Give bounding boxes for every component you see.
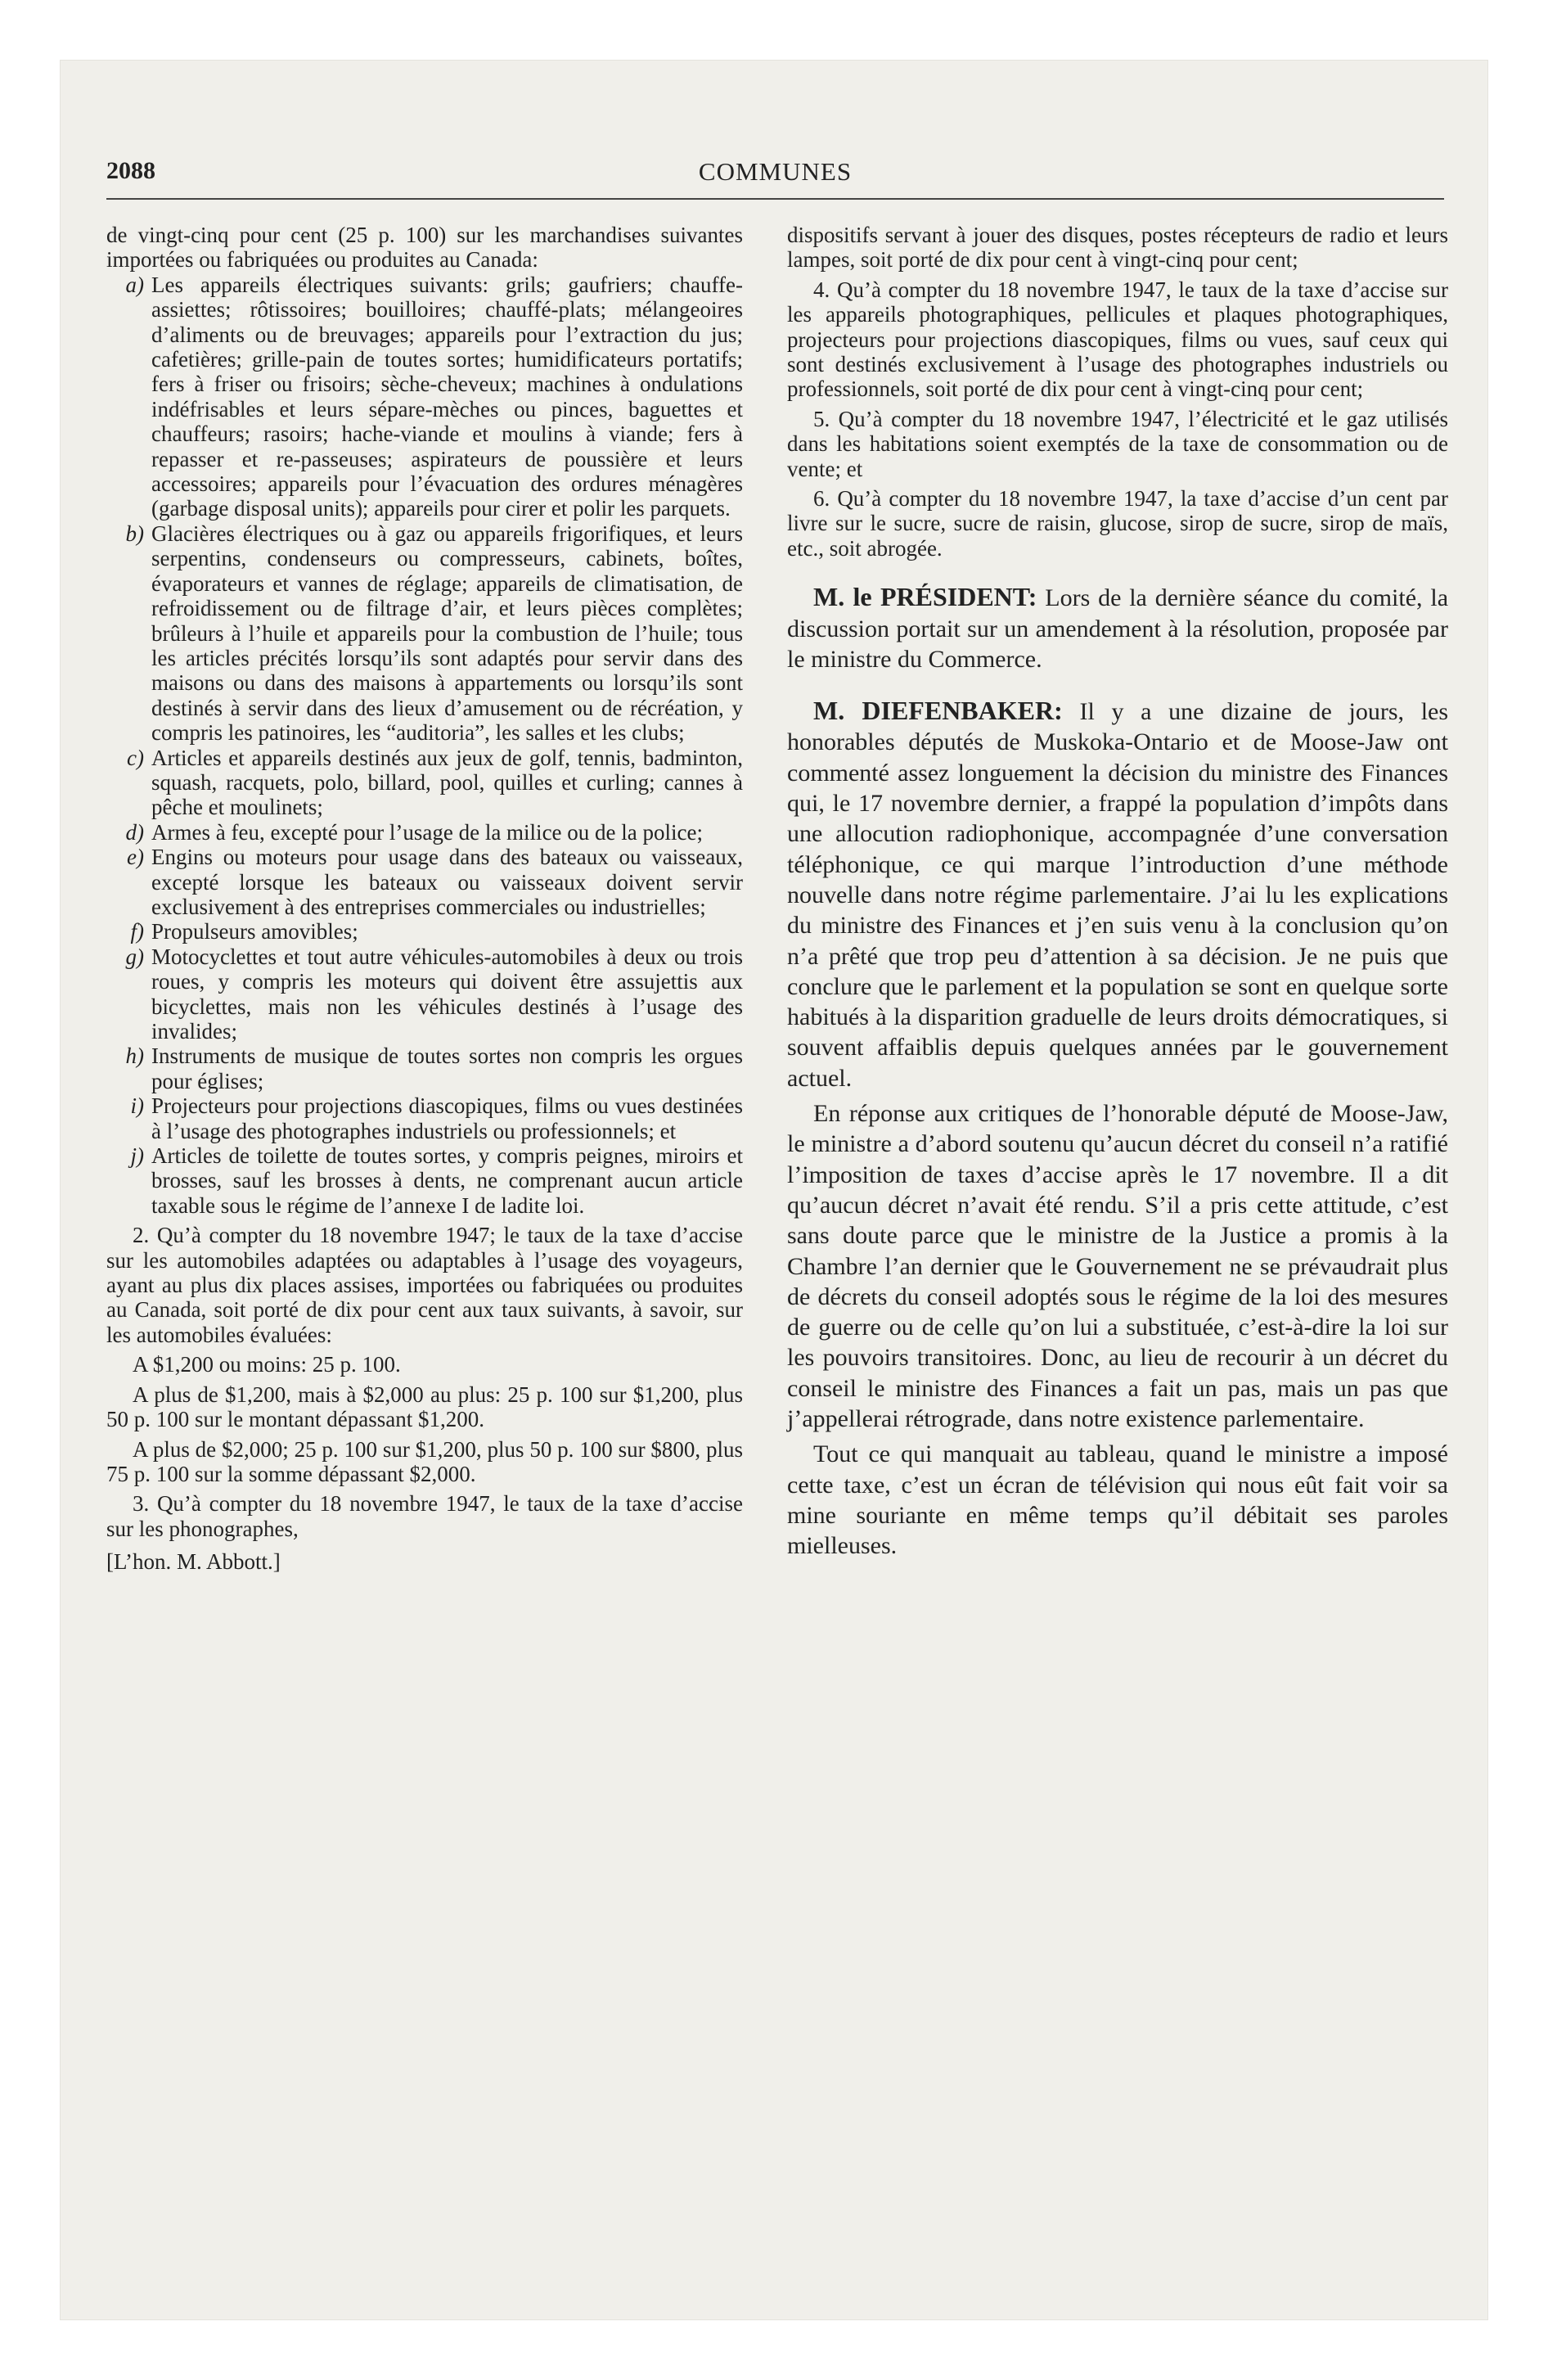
speaker-signature: [L’hon. M. Abbott.]	[106, 1549, 281, 1575]
item-text: Propulseurs amovibles;	[151, 919, 358, 944]
resolution-paragraph-5: 5. Qu’à compter du 18 novembre 1947, l’électricité et le gaz utilisés dans les habitations soient exemptés de la taxe de consommation ou de vente; et	[787, 406, 1448, 481]
item-text: Engins ou moteurs pour usage dans des bateaux ou vaisseaux, excepté lorsque les bateaux ou vaisseaux doivent servir exclusivement à des entreprises commerciales ou industrielles;	[151, 845, 743, 919]
list-item	[106, 919, 743, 944]
item-letter: f)	[130, 919, 144, 944]
list-item	[106, 273, 743, 521]
item-letter: b)	[125, 521, 144, 546]
resolution-paragraph-6: 6. Qu’à compter du 18 novembre 1947, la taxe d’accise d’un cent par livre sur le sucre, sucre de raisin, glucose, sirop de sucre, sirop de maïs, etc., soit abrogée.	[787, 486, 1448, 561]
list-item	[106, 845, 743, 919]
list-item	[106, 1143, 743, 1218]
running-header	[106, 157, 1444, 200]
item-text: Articles et appareils destinés aux jeux de golf, tennis, badminton, squash, racquets, polo, billard, pool, quilles et curling; cannes à pêche et moulinets;	[151, 745, 743, 820]
speech-text: Lors de la dernière séance du comité, la discussion portait sur un amendement à la résolution, proposée par le ministre du Commerce.	[787, 584, 1449, 673]
running-title: COMMUNES	[698, 157, 853, 186]
list-item	[106, 521, 743, 746]
page-number: 2088	[106, 157, 155, 184]
resolution-paragraph-4: 4. Qu’à compter du 18 novembre 1947, le taux de la taxe d’accise sur les appareils photographiques, pellicules et plaques photographiques, projecteurs pour projections diascopiques, films ou vues, sauf ceux qui sont destinés exclusivement à l’usage des photographes industriels ou professionnels, soit porté de dix pour cent à vingt-cinq pour cent;	[787, 277, 1448, 402]
item-text: Instruments de musique de toutes sortes non compris les orgues pour églises;	[151, 1044, 743, 1093]
president-paragraph	[787, 582, 1448, 674]
item-letter: g)	[125, 944, 144, 969]
left-column	[106, 223, 743, 1575]
speech-paragraph: En réponse aux critiques de l’honorable député de Moose-Jaw, le ministre a d’abord soutenu qu’aucun décret du conseil n’a ratifié l’imposition de taxes d’accise après le 17 novembre. Il a dit qu’aucun décret n’avait été rendu. S’il a pris cette attitude, c’est sans doute parce que le ministre de la Justice a promis à la Chambre l’an dernier que le Gouvernement ne se prévaudrait plus de décrets du conseil adoptés sous le régime de la loi des mesures de guerre ou de celle qu’on lui a substituée, c’est-à-dire la loi sur les pouvoirs transitoires. Donc, au lieu de recourir à un décret du conseil le ministre des Finances a fait un pas, mais un pas que j’appellerai rétrograde, dans notre existence parlementaire.	[787, 1100, 1448, 1432]
item-text: Motocyclettes et tout autre véhicules-automobiles à deux ou trois roues, y compris les moteurs qui doivent être assujettis aux bicyclettes, mais non les véhicules destinés à l’usage des invalides;	[151, 944, 743, 1044]
item-text: Armes à feu, excepté pour l’usage de la milice ou de la police;	[151, 819, 703, 845]
item-letter: j)	[130, 1143, 144, 1169]
item-letter: d)	[125, 819, 144, 845]
intro-paragraph: de vingt-cinq pour cent (25 p. 100) sur les marchandises suivantes importées ou fabriquées ou produites au Canada:	[106, 223, 743, 273]
resolution-paragraph-3: 3. Qu’à compter du 18 novembre 1947, le taux de la taxe d’accise sur les phonographes,	[106, 1491, 743, 1541]
speaker-name: M. le PRÉSIDENT:	[813, 582, 1037, 612]
list-item	[106, 944, 743, 1044]
speaker-name: M. DIEFENBAKER:	[813, 696, 1063, 726]
rate-line-2: A plus de $1,200, mais à $2,000 au plus: 25 p. 100 sur $1,200, plus 50 p. 100 sur le montant dépassant $1,200.	[106, 1382, 743, 1432]
item-text: Les appareils électriques suivants: grils; gaufriers; chauffe-assiettes; rôtissoires; bouilloires; chauffé-plats; mélangeoires d’aliments ou de breuvages; appareils pour l’extraction du jus; cafetières; grille-pain de toutes sortes; humidificateurs portatifs; fers à friser ou frisoirs; sèche-cheveux; machines à ondulations indéfrisables et leurs sépare-mèches ou pinces, baguettes et chauffeurs; rasoirs; hache-viande et moulins à viande; fers à repasser et re-passeuses; aspirateurs de poussière et leurs accessoires; appareils pour l’évacuation des ordures ménagères (garbage disposal units); appareils pour cirer et polir les parquets.	[151, 272, 743, 521]
item-letter: a)	[125, 272, 144, 297]
list-item	[106, 820, 743, 845]
list-item	[106, 1093, 743, 1143]
item-letter: h)	[125, 1044, 144, 1069]
item-text: Projecteurs pour projections diascopiques, films ou vues destinées à l’usage des photographes industriels ou professionnels; et	[151, 1093, 743, 1143]
item-text: Articles de toilette de toutes sortes, y compris peignes, miroirs et brosses, sauf les brosses à dents, ne comprenant aucun article taxable sous le régime de l’annexe I de ladite loi.	[151, 1143, 743, 1218]
goods-list	[106, 273, 743, 1218]
right-column	[787, 223, 1448, 1561]
list-item	[106, 746, 743, 820]
rate-line-3: A plus de $2,000; 25 p. 100 sur $1,200, plus 50 p. 100 sur $800, plus 75 p. 100 sur la somme dépassant $2,000.	[106, 1436, 743, 1486]
item-letter: c)	[127, 745, 144, 770]
resolution-paragraph-2: 2. Qu’à compter du 18 novembre 1947; le taux de la taxe d’accise sur les automobiles adaptées ou adaptables à l’usage des voyageurs, ayant au plus dix places assises, importées ou fabriquées ou produites au Canada, soit porté de dix pour cent aux taux suivants, à savoir, sur les automobiles évaluées:	[106, 1223, 743, 1347]
item-letter: i)	[130, 1093, 144, 1119]
continuation-paragraph: dispositifs servant à jouer des disques, postes récepteurs de radio et leurs lampes, soit porté de dix pour cent à vingt-cinq pour cent;	[787, 223, 1448, 273]
speech-paragraph: Tout ce qui manquait au tableau, quand le ministre a imposé cette taxe, c’est un écran de télévision qui nous eût fait voir sa mine souriante en même temps qu’il débitait ses paroles mielleuses.	[787, 1440, 1448, 1560]
item-letter: e)	[127, 845, 144, 870]
speech-text: Il y a une dizaine de jours, les honorables députés de Muskoka-Ontario et de Moose-Jaw ont commenté assez longuement la décision du ministre des Finances qui, le 17 novembre dernier, a frappé la population d’impôts dans une allocution radiophonique, accompagnée d’une conversation téléphonique, ce qui marque l’introduction d’une méthode nouvelle dans notre régime parlementaire. J’ai lu les explications du ministre des Finances et j’en suis venu à la conclusion qu’on n’a prêté que trop peu d’attention à sa décision. Je ne puis que conclure que le parlement et la population se sont en quelque sorte habitués à la disparition graduelle de leurs droits démocratiques, si souvent affaiblis depuis quelques années par le gouvernement actuel.	[787, 698, 1449, 1092]
item-text: Glacières électriques ou à gaz ou appareils frigorifiques, et leurs serpentins, condenseurs ou compresseurs, cabinets, boîtes, évaporateurs et vannes de réglage; appareils de climatisation, de refroidissement ou de filtrage d’air, et leurs pièces complètes; brûleurs à l’huile et appareils pour la combustion de l’huile; tous les articles précités lorsqu’ils sont adaptés pour servir dans des maisons ou dans des maisons à appartements ou lorsqu’ils sont destinés à servir dans des lieux d’amusement ou de récréation, y compris les patinoires, les “auditoria”, les salles et les clubs;	[151, 521, 743, 746]
rate-line-1: A $1,200 ou moins: 25 p. 100.	[133, 1352, 401, 1377]
list-item	[106, 1044, 743, 1093]
diefenbaker-paragraph	[787, 696, 1448, 1093]
